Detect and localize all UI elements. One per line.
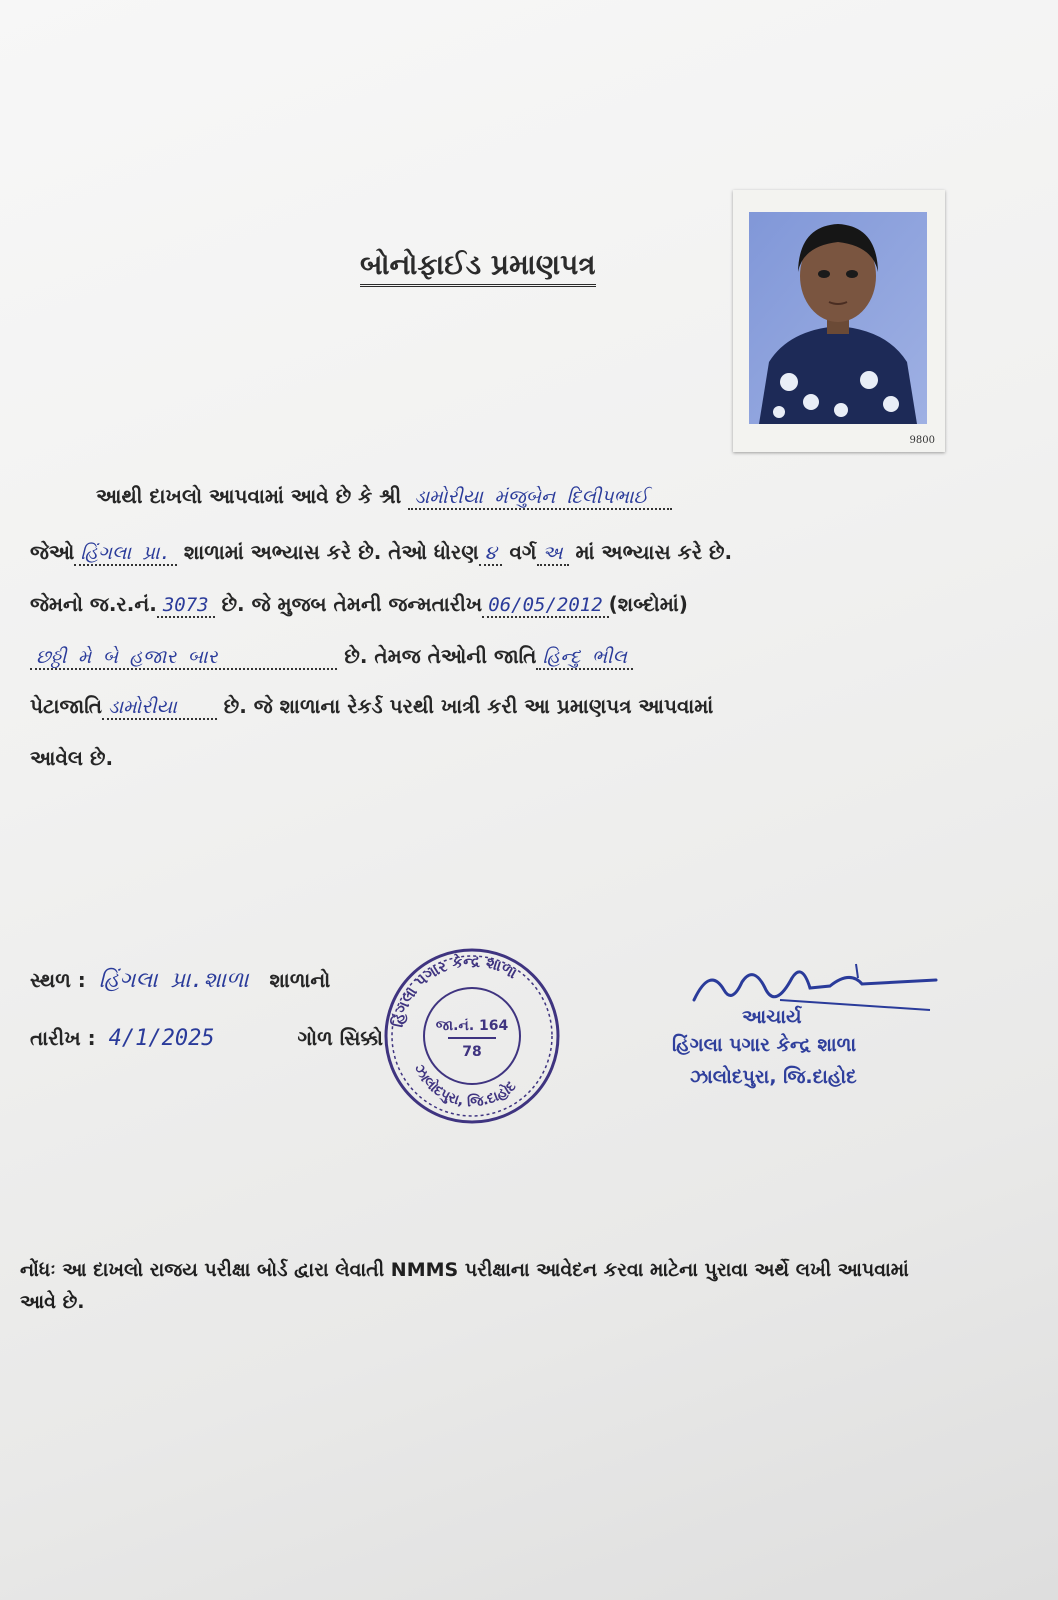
certificate-line-6: આવેલ છે.: [30, 746, 114, 770]
student-portrait-image: [749, 212, 927, 424]
standard-value: ૪: [479, 542, 503, 566]
date-row: [30, 1026, 383, 1051]
student-name: ડામોરીયા મંજુબેન દિલીપભાઈ: [408, 486, 672, 510]
stamp-bottom-text: ઝાલોદપુરા, જિ.દાહોદ: [410, 1061, 520, 1111]
division-value: અ: [537, 542, 569, 566]
line5-prefix: પેટાજાતિ: [30, 694, 103, 718]
student-photo: [733, 190, 945, 452]
line3-prefix: જેમનો જ.ર.નં.: [30, 592, 157, 616]
date-value: 4/1/2025: [108, 1026, 215, 1051]
line5-text: છે. જે શાળાના રેકર્ડ પરથી ખાત્રી કરી આ પ્રમાણપત્ર આપવામાં: [223, 694, 714, 718]
caste-value: હિન્દુ ભીલ: [536, 646, 632, 670]
stamp-caption-school: શાળાનો: [269, 968, 331, 992]
signatory-role: આચાર્ય: [742, 1006, 802, 1028]
signatory-school: હિંગલા પગાર કેન્દ્ર શાળા: [672, 1034, 857, 1056]
line2-prefix: જેઓ: [30, 540, 75, 564]
stamp-fraction: 78: [462, 1044, 482, 1060]
signatory-place: ઝાલોદપુરા, જિ.દાહોદ: [690, 1066, 857, 1088]
certificate-line-5: [30, 694, 990, 718]
certificate-line-1: [96, 484, 1056, 508]
stamp-number: જા.નં. 164: [435, 1018, 509, 1034]
stamp-caption-seal: ગોળ સિક્કો: [297, 1026, 384, 1050]
place-label: સ્થળ :: [30, 968, 86, 992]
certificate-line-3: [30, 592, 990, 616]
footnote: નોંધઃ આ દાખલો રાજય પરીક્ષા બોર્ડ દ્વારા લેવાતી NMMS પરીક્ષાના આવેદન કરવા માટેના પુરાવા અર્થે લખી આપવામાં આવે છે.: [20, 1259, 909, 1313]
birth-date-in-words: છઠ્ઠી મે બે હજાર બાર: [30, 646, 337, 670]
date-label: તારીખ :: [30, 1026, 96, 1050]
photo-serial-number: 9800: [909, 435, 935, 446]
place-value: હિંગલા પ્રા.શાળા: [98, 968, 249, 993]
place-row: [30, 968, 330, 993]
birth-date: 06/05/2012: [482, 594, 608, 618]
certificate-line-2: [30, 540, 990, 564]
line3-text: છે. જે મુજબ તેમની જન્મતારીખ: [221, 592, 483, 616]
principal-signature: [680, 960, 960, 1020]
certificate-line-4: [30, 644, 990, 668]
register-number: 3073: [157, 594, 215, 618]
line2-text: શાળામાં અભ્યાસ કરે છે. તેઓ ધોરણ: [183, 540, 479, 564]
sub-caste-value: ડામોરીયા: [102, 696, 217, 720]
school-name: હિંગલા પ્રા.: [74, 542, 177, 566]
stamp-top-text: હિંગલા પગાર કેન્દ્ર શાળા: [388, 951, 521, 1029]
certificate-title: બોનોફાઈડ પ્રમાણપત્ર: [360, 248, 596, 287]
line3-suffix: (શબ્દોમાં): [608, 592, 688, 616]
line2-suffix: માં અભ્યાસ કરે છે.: [575, 540, 733, 564]
school-seal-stamp: [380, 944, 564, 1128]
line2-class-label: વર્ગ: [509, 540, 537, 564]
line1-text: આથી દાખલો આપવામાં આવે છે કે શ્રી: [96, 484, 402, 508]
line4-text: છે. તેમજ તેઓની જાતિ: [344, 644, 537, 668]
